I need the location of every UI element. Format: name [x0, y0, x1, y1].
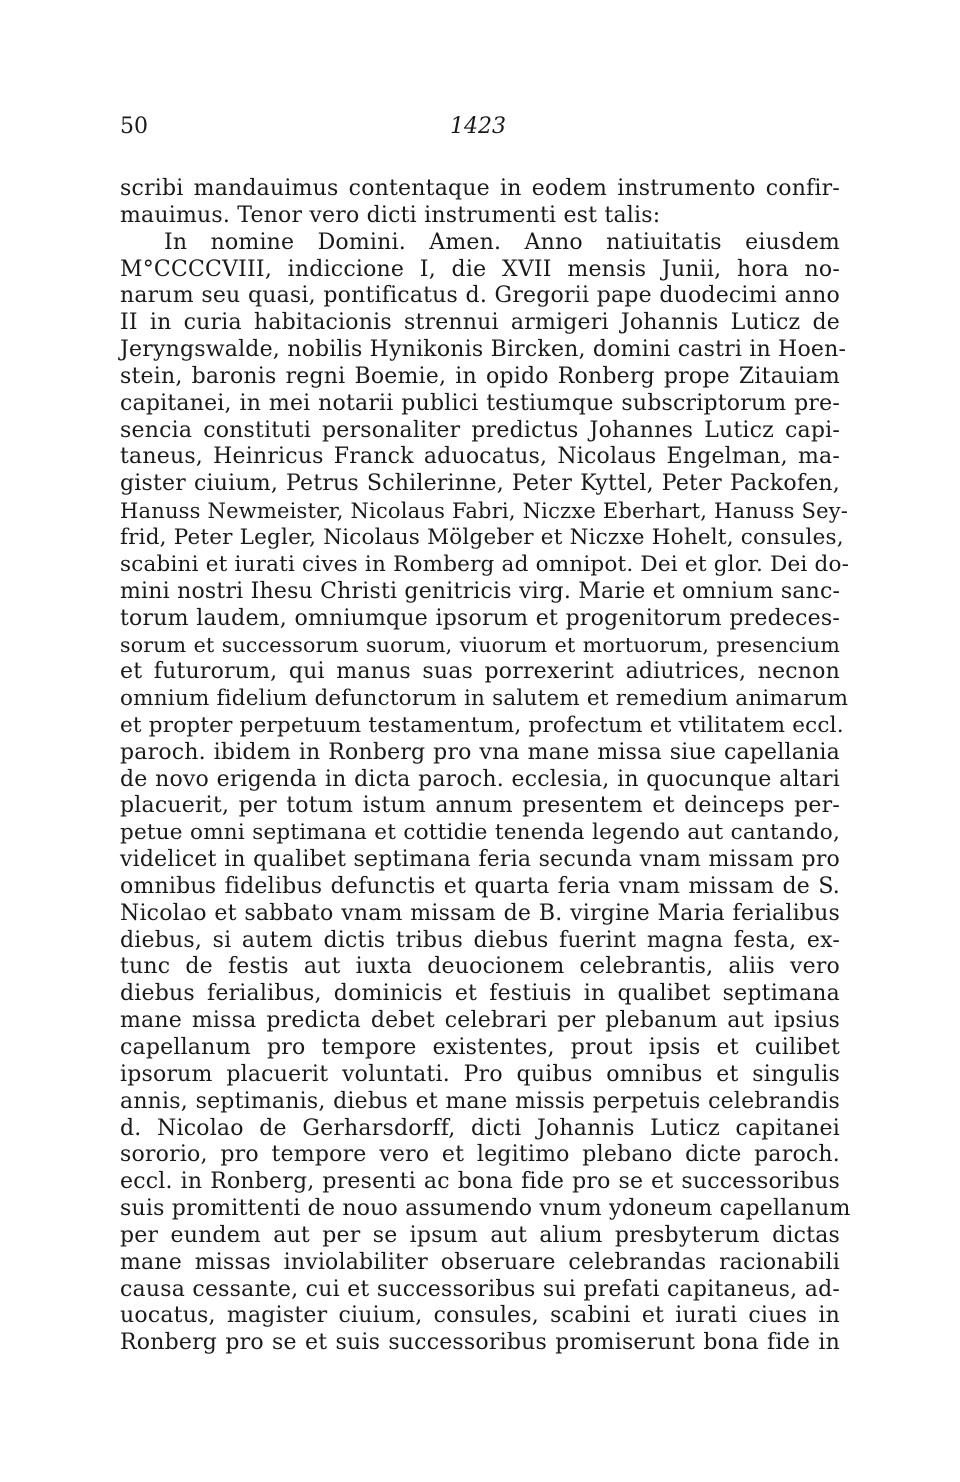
text-line: Ronberg pro se et suis successoribus promiserunt bona fide in: [120, 1330, 840, 1356]
text-line: uocatus, magister ciuium, consules, scabini et iurati ciues in: [120, 1303, 840, 1329]
text-line: torum laudem, omniumque ipsorum et progenitorum predeces-: [120, 605, 840, 631]
text-line: causa cessante, cui et successoribus sui prefati capitaneus, ad-: [120, 1276, 840, 1302]
text-line: capitanei, in mei notarii publici testiumque subscriptorum pre-: [120, 390, 840, 416]
text-line: M°CCCCVIII, indiccione I, die XVII mensis Junii, hora no-: [120, 256, 840, 282]
body-text: [120, 176, 851, 1357]
text-line: per eundem aut per se ipsum aut alium presbyterum dictas: [120, 1222, 840, 1248]
text-line: sencia constituti personaliter predictus Johannes Luticz capi-: [120, 417, 840, 443]
text-line: de novo erigenda in dicta paroch. ecclesia, in quocunque altari: [120, 766, 840, 792]
text-line: scribi mandauimus contentaque in eodem instrumento confir-: [120, 176, 840, 201]
text-line: eccl. in Ronberg, presenti ac bona fide pro se et successoribus: [120, 1169, 840, 1195]
text-line: mane missa predicta debet celebrari per plebanum aut ipsius: [120, 1008, 840, 1034]
text-line: mini nostri Ihesu Christi genitricis virg. Marie et omnium sanc-: [120, 578, 841, 604]
text-line: taneus, Heinricus Franck aduocatus, Nicolaus Engelman, ma-: [120, 444, 840, 470]
text-line: scabini et iurati cives in Romberg ad omnipot. Dei et glor. Dei do-: [120, 551, 850, 577]
text-line: et propter perpetuum testamentum, profectum et vtilitatem eccl.: [120, 712, 844, 738]
text-line: capellanum pro tempore existentes, prout ipsis et cuilibet: [120, 1035, 840, 1060]
text-line: sorum et successorum suorum, viuorum et mortuorum, presencium: [120, 633, 840, 658]
text-line: diebus, si autem dictis tribus diebus fuerint magna festa, ex-: [120, 927, 840, 953]
text-line: II in curia habitacionis strennui armigeri Johannis Luticz de: [120, 310, 840, 336]
text-line: annis, septimanis, diebus et mane missis perpetuis celebrandis: [120, 1088, 840, 1114]
text-line: omnium fidelium defunctorum in salutem et remedium animarum: [120, 686, 849, 712]
running-header: [120, 114, 840, 144]
text-line: stein, baronis regni Boemie, in opido Ronberg prope Zitauiam: [120, 363, 840, 389]
text-line: sororio, pro tempore vero et legitimo plebano dicte paroch.: [120, 1142, 840, 1168]
text-line: frid, Peter Legler, Nicolaus Mölgeber et Niczxe Hohelt, consules,: [120, 524, 844, 550]
text-line: placuerit, per totum istum annum presentem et deinceps per-: [120, 793, 840, 819]
text-line: mane missas inviolabiliter obseruare celebrandas racionabili: [120, 1249, 840, 1275]
text-line: ipsorum placuerit voluntati. Pro quibus omnibus et singulis: [120, 1061, 840, 1087]
text-line: diebus ferialibus, dominicis et festiuis in qualibet septimana: [120, 981, 840, 1007]
text-line: mauimus. Tenor vero dicti instrumenti est talis:: [120, 202, 661, 228]
text-line: Nicolao et sabbato vnam missam de B. virgine Maria ferialibus: [120, 900, 840, 926]
text-line: d. Nicolao de Gerharsdorff, dicti Johannis Luticz capitanei: [120, 1115, 840, 1141]
text-line: et futurorum, qui manus suas porrexerint adiutrices, necnon: [120, 659, 840, 685]
text-line: omnibus fidelibus defunctis et quarta feria vnam missam de S.: [120, 873, 840, 899]
text-line: Jeryngswalde, nobilis Hynikonis Bircken, domini castri in Hoen-: [120, 337, 847, 363]
text-line: suis promittenti de nouo assumendo vnum ydoneum capellanum: [120, 1196, 851, 1222]
book-page: [120, 0, 851, 1482]
text-line: videlicet in qualibet septimana feria secunda vnam missam pro: [120, 847, 840, 873]
text-line: paroch. ibidem in Ronberg pro vna mane missa siue capellania: [120, 739, 840, 765]
text-line: In nomine Domini. Amen. Anno natiuitatis eiusdem: [164, 229, 840, 255]
text-line: Hanuss Newmeister, Nicolaus Fabri, Niczxe Eberhart, Hanuss Sey-: [120, 499, 849, 524]
text-line: narum seu quasi, pontificatus d. Gregorii pape duodecimi anno: [120, 283, 840, 309]
text-line: gister ciuium, Petrus Schilerinne, Peter Kyttel, Peter Packofen,: [120, 471, 840, 497]
page-number: 50: [120, 114, 148, 139]
text-line: petue omni septimana et cottidie tenenda legendo aut cantando,: [120, 820, 840, 846]
running-title-year: 1423: [450, 114, 506, 139]
text-line: tunc de festis aut iuxta deuocionem celebrantis, aliis vero: [120, 954, 840, 980]
